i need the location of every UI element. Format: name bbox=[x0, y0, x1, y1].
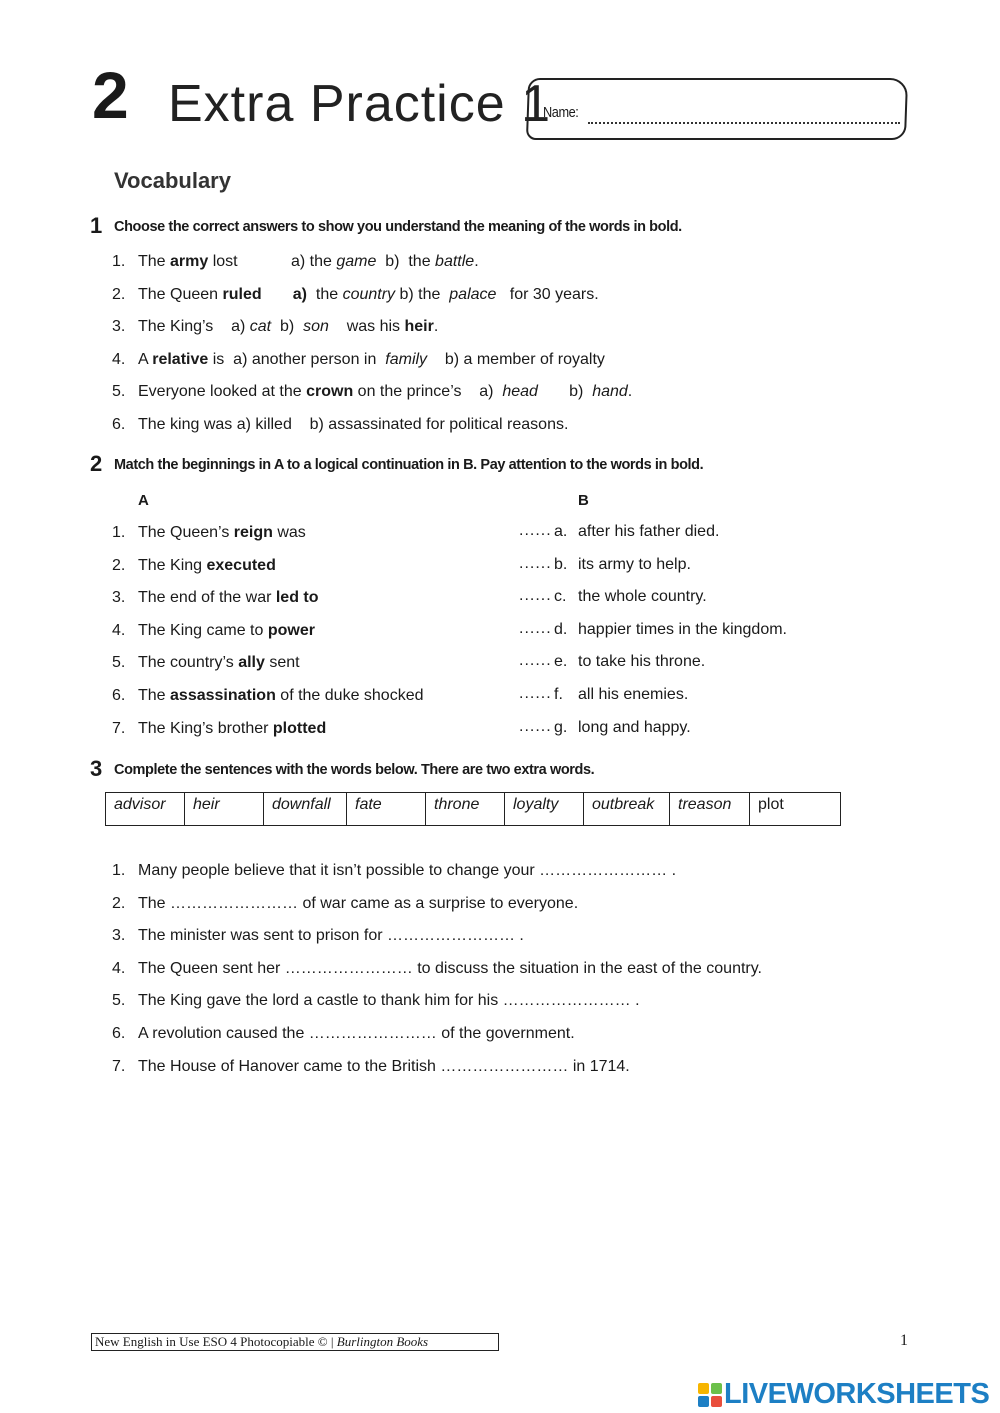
exercise-2-item bbox=[112, 621, 315, 641]
word-bank-item: outbreak bbox=[584, 793, 670, 825]
item-number: 3. bbox=[112, 318, 126, 336]
item-number: 5. bbox=[112, 992, 126, 1010]
item-number: 3. bbox=[112, 589, 126, 607]
text-fragment: . bbox=[433, 318, 439, 336]
text-fragment: b) the bbox=[395, 285, 450, 303]
option-letter: f. bbox=[554, 686, 563, 703]
text-fragment: A bbox=[138, 350, 153, 368]
sentence-text: The King gave the lord a castle to thank him for his …………………… . bbox=[138, 992, 640, 1010]
text-fragment: for 30 years. bbox=[496, 285, 599, 303]
exercise-3-item bbox=[112, 991, 640, 1011]
word-bank-item: fate bbox=[347, 793, 426, 825]
text-fragment: The King came to bbox=[138, 621, 268, 639]
option-word: palace bbox=[449, 285, 497, 303]
exercise-2-item bbox=[112, 556, 276, 576]
exercise-1-item bbox=[112, 317, 438, 337]
exercise-2-item bbox=[112, 653, 300, 673]
bold-word: executed bbox=[206, 556, 276, 574]
answer-blank[interactable]: ...... bbox=[519, 522, 552, 539]
sentence-text: Many people believe that it isn’t possible to change your …………………… . bbox=[138, 862, 677, 879]
continuation-text: its army to help. bbox=[578, 555, 691, 573]
text-fragment: lost a) the bbox=[208, 253, 337, 270]
text-fragment: sent bbox=[264, 654, 300, 672]
item-number: 7. bbox=[112, 1057, 126, 1075]
footer-copyright bbox=[91, 1333, 499, 1351]
word-bank-item: downfall bbox=[264, 793, 347, 825]
item-number: 6. bbox=[112, 687, 126, 704]
exercise-1-item bbox=[112, 252, 479, 272]
word-bank-item: plot bbox=[758, 796, 784, 813]
option-letter: g. bbox=[554, 718, 568, 736]
text-fragment: The king was a) killed b) assassinated for political reasons. bbox=[138, 416, 569, 433]
text-fragment: The King bbox=[138, 556, 207, 574]
bold-word: reign bbox=[233, 524, 273, 541]
text-fragment: Everyone looked at the bbox=[138, 383, 307, 401]
exercise-3-item bbox=[112, 959, 762, 979]
exercise-3-item bbox=[112, 926, 524, 946]
column-b-heading: B bbox=[578, 492, 589, 509]
exercise-2-item bbox=[112, 588, 319, 608]
option-word: family bbox=[385, 350, 428, 368]
item-number: 5. bbox=[112, 383, 126, 401]
exercise-2-instruction: Match the beginnings in A to a logical continuation in B. Pay attention to the words in bold. bbox=[114, 457, 704, 473]
answer-blank[interactable]: ...... bbox=[519, 554, 552, 572]
option-word: head bbox=[502, 383, 538, 401]
word-bank-item: heir bbox=[185, 793, 264, 825]
item-number: 4. bbox=[112, 621, 126, 639]
continuation-text: long and happy. bbox=[578, 718, 691, 736]
text-fragment: was bbox=[272, 524, 306, 541]
text-fragment: The bbox=[138, 253, 171, 270]
exercise-2-item bbox=[112, 686, 424, 706]
unit-number: 2 bbox=[92, 58, 127, 132]
bold-word: ruled bbox=[222, 285, 262, 303]
option-word: country bbox=[342, 285, 396, 303]
text-fragment: b) bbox=[271, 318, 304, 336]
continuation-text: all his enemies. bbox=[578, 686, 689, 703]
text-fragment: The Queen bbox=[138, 285, 223, 303]
text-fragment: The end of the war bbox=[138, 589, 276, 607]
column-a-heading: A bbox=[138, 492, 149, 509]
item-number: 7. bbox=[112, 719, 126, 737]
exercise-2-item bbox=[112, 523, 306, 543]
exercise-1-item bbox=[112, 382, 632, 402]
text-fragment: The King’s brother bbox=[138, 719, 273, 737]
bold-word: plotted bbox=[272, 719, 327, 737]
item-number: 6. bbox=[112, 1025, 126, 1042]
liveworksheets-logo bbox=[698, 1378, 989, 1411]
item-number: 2. bbox=[112, 285, 126, 303]
item-number: 1. bbox=[112, 253, 126, 270]
option-letter: d. bbox=[554, 620, 568, 638]
item-number: 5. bbox=[112, 654, 126, 672]
option-word: cat bbox=[249, 318, 272, 336]
word-bank-item: loyalty bbox=[505, 793, 584, 825]
bold-word: relative bbox=[152, 350, 209, 368]
answer-blank[interactable]: ...... bbox=[519, 587, 552, 605]
answer-blank[interactable]: ...... bbox=[519, 652, 552, 670]
text-fragment: b) the bbox=[376, 253, 436, 270]
exercise-1-item bbox=[112, 415, 568, 435]
option-letter: c. bbox=[554, 588, 567, 606]
bold-word: ally bbox=[238, 654, 265, 672]
bold-word: power bbox=[267, 621, 315, 639]
item-number: 4. bbox=[112, 959, 126, 977]
text-fragment: b) a member of royalty bbox=[427, 350, 605, 368]
exercise-1-number: 1 bbox=[90, 213, 103, 238]
exercise-3-item bbox=[112, 861, 676, 881]
footer-text: New English in Use ESO 4 Photocopiable © | bbox=[95, 1334, 337, 1349]
sentence-text: The Queen sent her …………………… to discuss the situation in the east of the country. bbox=[138, 959, 762, 977]
item-number: 3. bbox=[112, 927, 126, 945]
item-number: 1. bbox=[112, 524, 126, 541]
exercise-1-instruction: Choose the correct answers to show you understand the meaning of the words in bold. bbox=[114, 219, 682, 235]
item-number: 2. bbox=[112, 894, 126, 912]
item-number: 6. bbox=[112, 416, 126, 433]
text-fragment: of the duke shocked bbox=[275, 687, 424, 704]
bold-word: a) bbox=[292, 285, 307, 303]
continuation-text: happier times in the kingdom. bbox=[578, 620, 787, 638]
name-field[interactable] bbox=[588, 104, 900, 124]
liveworksheets-icon bbox=[698, 1383, 722, 1407]
bold-word: led to bbox=[275, 589, 319, 607]
exercise-2-number: 2 bbox=[90, 451, 103, 476]
exercise-2-item bbox=[112, 719, 326, 739]
sentence-text: The minister was sent to prison for …………………… . bbox=[138, 927, 524, 945]
text-fragment: was his bbox=[328, 318, 405, 336]
continuation-text: to take his throne. bbox=[578, 653, 706, 671]
answer-blank[interactable]: ...... bbox=[519, 619, 552, 637]
option-letter: b. bbox=[554, 555, 568, 573]
bold-word: army bbox=[170, 253, 209, 270]
sentence-text: A revolution caused the …………………… of the government. bbox=[138, 1025, 575, 1042]
page-number: 1 bbox=[900, 1332, 908, 1349]
text-fragment bbox=[262, 286, 293, 303]
text-fragment: the bbox=[306, 285, 343, 303]
exercise-3-item bbox=[112, 1057, 630, 1077]
continuation-text: the whole country. bbox=[578, 588, 707, 606]
bold-word: heir bbox=[404, 318, 434, 336]
exercise-3-item bbox=[112, 894, 578, 914]
text-fragment: . bbox=[627, 383, 633, 401]
footer-brand: Burlington Books bbox=[336, 1334, 429, 1349]
text-fragment: b) bbox=[537, 383, 593, 401]
text-fragment: The bbox=[138, 687, 171, 704]
item-number: 1. bbox=[112, 862, 126, 879]
option-word: battle bbox=[435, 253, 475, 270]
sentence-text: The House of Hanover came to the British …………………… in 1714. bbox=[138, 1057, 630, 1075]
text-fragment: The Queen’s bbox=[138, 524, 234, 541]
text-fragment: is a) another person in bbox=[208, 350, 386, 368]
sentence-text: The …………………… of war came as a surprise to everyone. bbox=[138, 894, 579, 912]
name-label: Name: bbox=[543, 104, 579, 121]
word-bank-item: advisor bbox=[106, 793, 185, 825]
item-number: 4. bbox=[112, 350, 126, 368]
text-fragment: The country’s bbox=[138, 654, 239, 672]
exercise-3-instruction: Complete the sentences with the words below. There are two extra words. bbox=[114, 762, 595, 778]
bold-word: crown bbox=[306, 383, 354, 401]
option-letter: e. bbox=[554, 653, 568, 671]
continuation-text: after his father died. bbox=[578, 523, 720, 540]
exercise-1-item bbox=[112, 285, 599, 305]
option-letter: a. bbox=[554, 523, 568, 540]
answer-blank[interactable]: ...... bbox=[519, 685, 552, 702]
option-word: game bbox=[336, 253, 377, 270]
option-word: son bbox=[303, 318, 329, 336]
exercise-3-number: 3 bbox=[90, 756, 103, 781]
word-bank-item: treason bbox=[670, 793, 750, 825]
text-fragment: The King’s a) bbox=[138, 318, 250, 336]
item-number: 2. bbox=[112, 556, 126, 574]
exercise-3-item bbox=[112, 1024, 575, 1044]
section-title: Vocabulary bbox=[114, 168, 231, 193]
word-bank-item: throne bbox=[426, 793, 505, 825]
option-word: hand bbox=[592, 383, 628, 401]
exercise-1-item bbox=[112, 350, 605, 370]
answer-blank[interactable]: ...... bbox=[519, 717, 552, 735]
page-title: Extra Practice 1 bbox=[168, 75, 552, 133]
text-fragment: on the prince’s a) bbox=[353, 383, 503, 401]
liveworksheets-wordmark: LIVEWORKSHEETS bbox=[724, 1378, 990, 1410]
word-bank bbox=[105, 792, 841, 826]
text-fragment: . bbox=[474, 253, 479, 270]
bold-word: assassination bbox=[170, 687, 276, 704]
